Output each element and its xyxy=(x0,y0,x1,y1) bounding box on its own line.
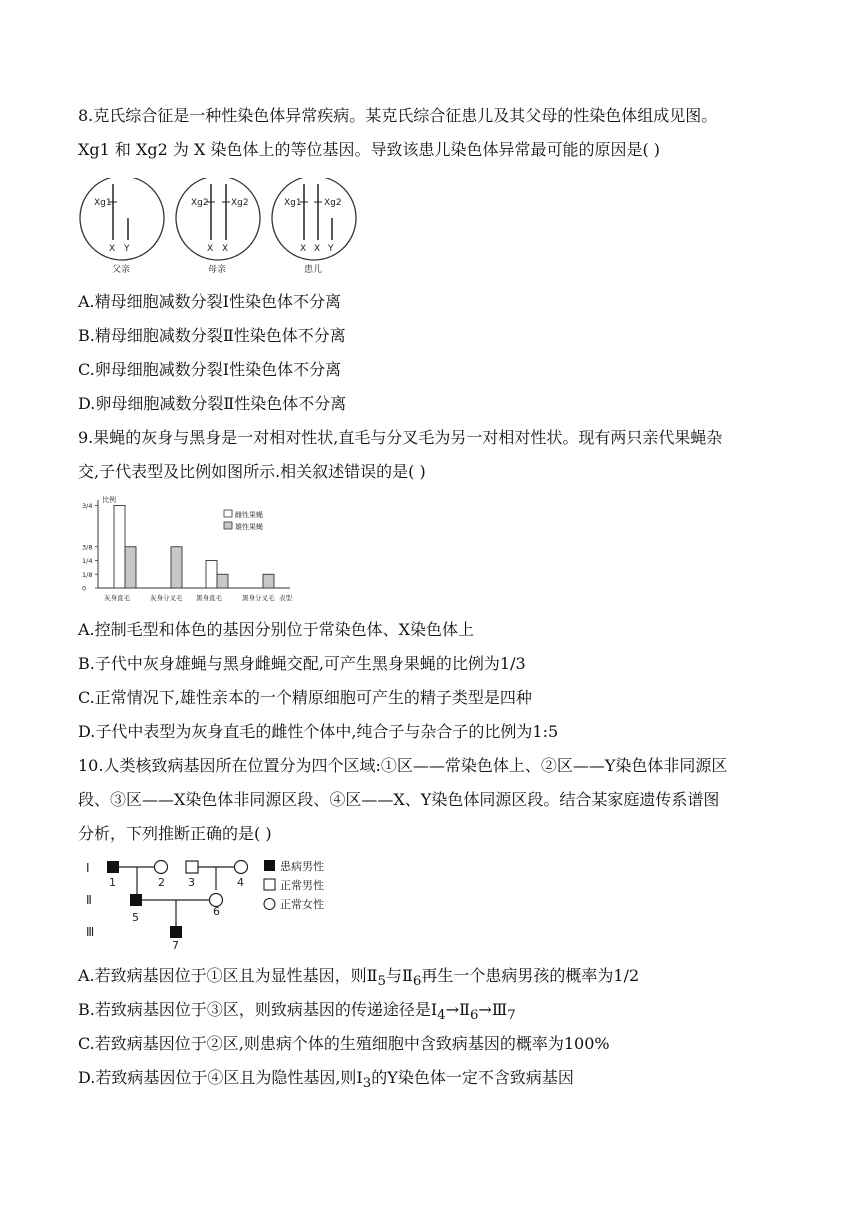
q10-option-a-text-2: 与Ⅱ xyxy=(386,966,413,985)
q10-option-a-text-1: A.若致病基因位于①区且为显性基因，则Ⅱ xyxy=(78,966,378,985)
legend-normal-male-label: 正常男性 xyxy=(280,879,324,892)
q9-option-a: A.控制毛型和体色的基因分别位于常染色体、X染色体上 xyxy=(78,620,475,639)
y-tick-label: 3/8 xyxy=(82,543,93,552)
mother-gene-label-1: Xg2 xyxy=(191,198,209,208)
q10-option-b-text-3: →Ⅲ xyxy=(478,1000,508,1019)
individual-number-2: 2 xyxy=(158,876,165,889)
bar-male xyxy=(217,574,228,588)
y-tick-label: 1/8 xyxy=(82,570,93,579)
child-gene-label-1: Xg1 xyxy=(284,198,302,208)
bar-male xyxy=(171,547,182,588)
legend-label-female: 雌性果蝇 xyxy=(235,511,263,519)
q10-option-b-sub-1: 4 xyxy=(437,1008,446,1024)
bar-male xyxy=(125,547,136,588)
generation-label-3: Ⅲ xyxy=(86,925,95,939)
pedigree-i3-normal-male xyxy=(186,861,198,873)
y-tick-label: 0 xyxy=(82,584,87,593)
child-chrom-1: X xyxy=(300,244,307,254)
legend-swatch-male xyxy=(224,522,232,529)
child-chrom-3: Y xyxy=(328,244,334,254)
pedigree-i4-normal-female xyxy=(235,861,248,874)
q10-option-a-sub-2: 6 xyxy=(412,974,422,990)
q10-option-b-sub-3: 7 xyxy=(507,1008,516,1024)
q10-option-d-text-1: D.若致病基因位于④区且为隐性基因,则I xyxy=(78,1068,363,1087)
legend-normal-male-symbol xyxy=(264,879,275,890)
q10-option-b-sub-2: 6 xyxy=(469,1008,479,1024)
individual-number-3: 3 xyxy=(188,876,195,889)
pedigree-iii7-affected-male xyxy=(170,926,182,938)
chart-legend xyxy=(224,510,263,531)
q8-stem-line2: Xg1 和 Xg2 为 X 染色体上的等位基因。导致该患儿染色体异常最可能的原因是( ) xyxy=(78,140,661,159)
child-cell xyxy=(272,178,356,275)
q9-option-b: B.子代中灰身雄蝇与黑身雌蝇交配,可产生黑身果蝇的比例为1/3 xyxy=(78,654,526,673)
q10-option-b-text-1: B.若致病基因位于③区，则致病基因的传递途径是I xyxy=(78,1000,438,1019)
individual-number-6: 6 xyxy=(213,905,220,918)
x-axis-label: 表型 xyxy=(279,594,292,602)
mother-chrom-2: X xyxy=(222,244,229,254)
legend-normal-female-symbol xyxy=(264,899,275,910)
father-caption: 父亲 xyxy=(112,265,131,275)
child-chrom-2: X xyxy=(314,244,321,254)
q10-option-c: C.若致病基因位于②区,则患病个体的生殖细胞中含致病基因的概率为100% xyxy=(78,1034,610,1053)
q10-stem-line2: 段、③区——X染色体非同源区段、④区——X、Y染色体同源区段。结合某家庭遗传系谱图 xyxy=(78,790,720,809)
legend-normal-female-label: 正常女性 xyxy=(280,898,324,911)
q8-option-d: D.卵母细胞减数分裂Ⅱ性染色体不分离 xyxy=(78,394,347,413)
father-cell xyxy=(80,178,164,275)
x-category-label: 黑身直毛 xyxy=(196,594,222,602)
mother-cell xyxy=(176,178,260,275)
q8-option-c: C.卵母细胞减数分裂Ⅰ性染色体不分离 xyxy=(78,360,342,379)
child-caption: 患儿 xyxy=(304,265,323,275)
pedigree-i2-normal-female xyxy=(155,861,168,874)
individual-number-5: 5 xyxy=(132,911,139,924)
y-tick-label: 3/4 xyxy=(82,502,93,510)
q10-option-d-sub-1: 3 xyxy=(362,1076,372,1092)
q9-option-c: C.正常情况下,雄性亲本的一个精原细胞可产生的精子类型是四种 xyxy=(78,688,532,707)
generation-label-2: Ⅱ xyxy=(86,893,92,907)
q10-option-d xyxy=(78,1068,574,1094)
father-gene-label: Xg1 xyxy=(94,198,112,208)
q9-stem-line1: 9.果蝇的灰身与黑身是一对相对性状,直毛与分叉毛为另一对相对性状。现有两只亲代果蝇杂 xyxy=(78,428,723,447)
q9-option-d: D.子代中表型为灰身直毛的雌性个体中,纯合子与杂合子的比例为1:5 xyxy=(78,722,559,741)
phenotype-bar-chart xyxy=(78,490,308,608)
q10-option-b-text-2: →Ⅱ xyxy=(445,1000,470,1019)
q10-stem-line3: 分析，下列推断正确的是( ) xyxy=(78,824,272,843)
mother-chrom-1: X xyxy=(207,244,214,254)
generation-label-1: Ⅰ xyxy=(86,861,90,875)
pedigree-ii5-affected-male xyxy=(130,894,142,906)
legend-label-male: 雄性果蝇 xyxy=(235,523,263,531)
q8-stem-line1: 8.克氏综合征是一种性染色体异常疾病。某克氏综合征患儿及其父母的性染色体组成见图。 xyxy=(78,106,718,125)
karyotype-figure xyxy=(78,178,368,278)
pedigree-chart xyxy=(80,852,360,952)
bar-male xyxy=(263,574,274,588)
father-chrom-1: X xyxy=(109,244,116,254)
father-chrom-2: Y xyxy=(124,244,130,254)
q10-option-a-text-3: 再生一个患病男孩的概率为1/2 xyxy=(421,966,640,985)
individual-number-1: 1 xyxy=(109,876,116,889)
bar-female xyxy=(206,561,217,589)
legend-affected-male-label: 患病男性 xyxy=(280,860,324,873)
child-gene-label-2: Xg2 xyxy=(324,198,342,208)
q8-option-b: B.精母细胞减数分裂Ⅱ性染色体不分离 xyxy=(78,326,346,345)
q10-option-a xyxy=(78,966,639,992)
q9-stem-line2: 交,子代表型及比例如图所示.相关叙述错误的是( ) xyxy=(78,462,426,481)
q10-option-d-text-2: 的Y染色体一定不含致病基因 xyxy=(371,1068,574,1087)
mother-caption: 母亲 xyxy=(208,265,227,275)
bar-female xyxy=(114,506,125,589)
q10-stem-line1: 10.人类核致病基因所在位置分为四个区域:①区——常染色体上、②区——Y染色体非同源区 xyxy=(78,756,728,775)
x-category-label: 黑身分叉毛 xyxy=(242,594,275,602)
individual-number-4: 4 xyxy=(237,876,244,889)
y-tick-label: 1/4 xyxy=(82,557,93,565)
mother-gene-label-2: Xg2 xyxy=(231,198,249,208)
q10-option-a-sub-1: 5 xyxy=(377,974,387,990)
legend-swatch-female xyxy=(224,510,232,517)
individual-number-7: 7 xyxy=(172,939,179,952)
x-category-label: 灰身直毛 xyxy=(104,594,130,602)
q10-option-b xyxy=(78,1000,516,1026)
y-axis-label: 比例 xyxy=(102,496,116,504)
pedigree-i1-affected-male xyxy=(107,861,119,873)
legend-affected-male-symbol xyxy=(264,860,275,871)
q8-option-a: A.精母细胞减数分裂Ⅰ性染色体不分离 xyxy=(78,292,341,311)
x-category-label: 灰身分叉毛 xyxy=(150,594,183,602)
